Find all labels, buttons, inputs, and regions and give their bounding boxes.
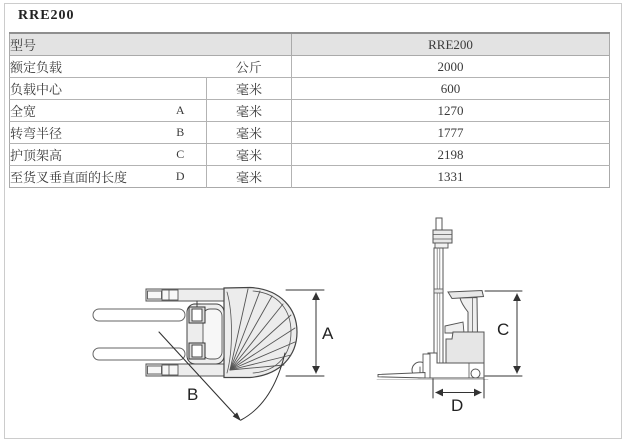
spec-label: 额定负载	[10, 60, 63, 75]
spec-letter: D	[155, 166, 207, 188]
dim-c-label: C	[497, 320, 510, 339]
spec-label: 护顶架高	[10, 144, 155, 166]
spec-value: 600	[292, 78, 610, 100]
technical-drawings	[1, 191, 628, 446]
spec-value: 2198	[292, 144, 610, 166]
spec-label: 全宽	[10, 100, 155, 122]
load-wheel-top	[192, 309, 202, 321]
spec-unit: 毫米	[207, 166, 292, 188]
fork-top	[93, 309, 185, 321]
dim-b-label: B	[187, 385, 199, 404]
spec-table	[9, 32, 610, 188]
mast-crossbar	[433, 230, 452, 243]
spec-unit: 公斤	[235, 60, 262, 75]
spec-letter: A	[155, 100, 207, 122]
spec-header-row	[10, 33, 610, 56]
spec-unit: 毫米	[207, 122, 292, 144]
side-view-drawing	[377, 218, 522, 415]
spec-letter	[155, 56, 207, 78]
spec-row-guard-height	[10, 144, 610, 166]
fork-bottom	[93, 348, 185, 360]
model-label-cell: 型号	[10, 33, 292, 56]
page-title: RRE200	[18, 8, 75, 23]
leg-pad	[162, 290, 178, 300]
spec-unit: 毫米	[207, 100, 292, 122]
mast-bracket	[435, 243, 448, 248]
overhead-guard-canopy	[448, 291, 484, 299]
spec-value: 1331	[292, 166, 610, 188]
spec-letter: B	[155, 122, 207, 144]
mast-channel	[434, 248, 443, 363]
page-container	[4, 3, 622, 439]
spec-row-overall-width	[10, 100, 610, 122]
leg-pad	[162, 365, 178, 375]
top-view-drawing	[93, 288, 334, 422]
spec-label: 至货叉垂直面的长度	[10, 166, 155, 188]
spec-row-load-center	[10, 78, 610, 100]
spec-unit: 毫米	[207, 144, 292, 166]
leg-pad	[148, 366, 162, 374]
caster-wheel	[471, 369, 480, 378]
model-value-cell: RRE200	[292, 33, 610, 56]
load-wheel-bottom	[192, 345, 202, 357]
dim-d-label: D	[451, 396, 464, 415]
spec-row-fork-face-length	[10, 166, 610, 188]
mast-joint	[434, 289, 443, 293]
motor-compartment	[446, 332, 484, 363]
carriage-inner	[203, 309, 222, 359]
console-arm	[445, 322, 464, 333]
spec-value: 1777	[292, 122, 610, 144]
fork-blade-side	[378, 373, 425, 379]
spec-label: 负载中心	[10, 78, 155, 100]
spec-label: 转弯半径	[10, 122, 155, 144]
spec-letter	[155, 78, 207, 100]
spec-value: 2000	[292, 56, 610, 78]
leg-pad	[148, 291, 162, 299]
spec-letter: C	[155, 144, 207, 166]
spec-value: 1270	[292, 100, 610, 122]
spec-row-turning-radius	[10, 122, 610, 144]
spec-row-rated-load	[10, 56, 610, 78]
dim-a-label: A	[322, 324, 334, 343]
spec-unit: 毫米	[207, 78, 292, 100]
